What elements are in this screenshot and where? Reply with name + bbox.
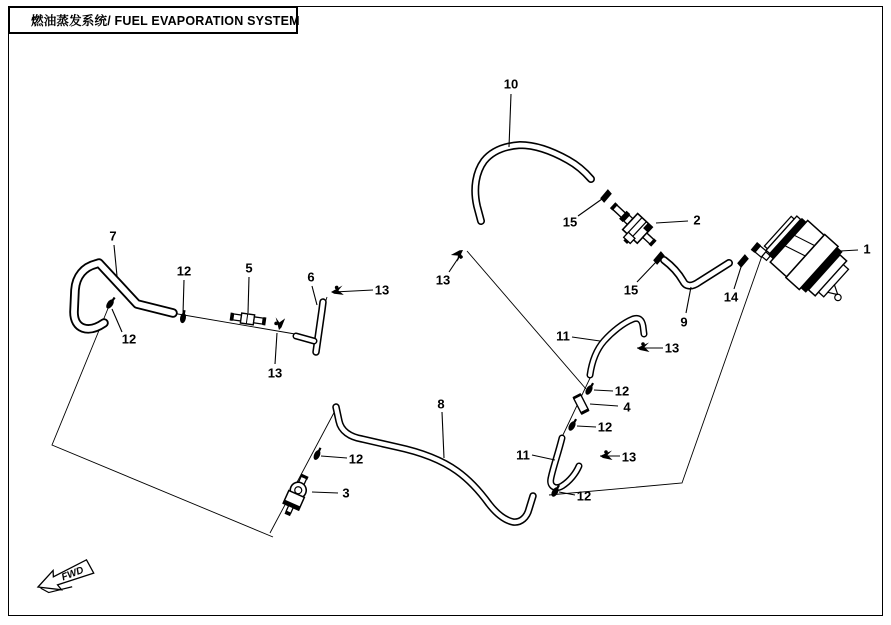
callout-12: 12 bbox=[121, 331, 137, 347]
callout-13: 13 bbox=[374, 282, 390, 298]
leader-line-13 bbox=[275, 333, 277, 364]
hose-clamp-13 bbox=[637, 342, 650, 352]
callout-13: 13 bbox=[664, 340, 680, 356]
callout-3: 3 bbox=[342, 485, 350, 501]
callout-13: 13 bbox=[267, 365, 283, 381]
canister-part-1 bbox=[751, 210, 866, 315]
callout-11: 11 bbox=[556, 328, 570, 344]
hose-11-lower bbox=[551, 438, 579, 488]
leader-line-5 bbox=[248, 277, 249, 313]
callout-12: 12 bbox=[576, 488, 592, 504]
leader-line-2 bbox=[656, 221, 688, 223]
hose-clamp-14 bbox=[737, 254, 750, 268]
hose-8 bbox=[336, 407, 533, 522]
leader-line-12 bbox=[594, 390, 613, 391]
leader-line-13 bbox=[449, 254, 461, 272]
leader-line-15 bbox=[578, 199, 602, 216]
leader-line-12 bbox=[577, 426, 596, 427]
callout-6: 6 bbox=[307, 269, 315, 285]
joint-part-4 bbox=[572, 393, 589, 415]
leader-line-13 bbox=[334, 290, 373, 292]
page-title: 燃油蒸发系统/ FUEL EVAPORATION SYSTEM bbox=[31, 14, 300, 28]
callout-8: 8 bbox=[437, 396, 445, 412]
pipe-part-6 bbox=[296, 302, 323, 352]
hose-clamp-13 bbox=[600, 450, 613, 460]
leader-line-12 bbox=[321, 456, 347, 458]
hose-10 bbox=[475, 145, 591, 221]
callout-11: 11 bbox=[516, 447, 530, 463]
leader-line-8 bbox=[442, 412, 444, 458]
reference-lines bbox=[52, 251, 763, 537]
fwd-arrow bbox=[34, 557, 95, 598]
hose-7 bbox=[74, 263, 173, 329]
leader-line-10 bbox=[509, 94, 511, 147]
hose-clamp-13 bbox=[330, 285, 343, 296]
leader-line-11 bbox=[572, 337, 600, 341]
leader-line-6 bbox=[312, 286, 317, 305]
hose-clamp-12 bbox=[312, 447, 323, 461]
leader-line-7 bbox=[114, 245, 117, 276]
callout-12: 12 bbox=[597, 419, 613, 435]
callout-9: 9 bbox=[680, 314, 688, 330]
leader-line-14 bbox=[734, 267, 741, 289]
callout-15: 15 bbox=[623, 282, 639, 298]
callout-5: 5 bbox=[245, 260, 253, 276]
callout-10: 10 bbox=[503, 76, 519, 92]
hose-clamp-12 bbox=[105, 296, 117, 310]
callout-2: 2 bbox=[693, 212, 701, 228]
callout-12: 12 bbox=[176, 263, 192, 279]
callout-1: 1 bbox=[863, 241, 871, 257]
hose-9 bbox=[664, 260, 729, 286]
leader-line-15 bbox=[637, 262, 656, 282]
callout-4: 4 bbox=[623, 399, 631, 415]
leader-line-12 bbox=[112, 309, 122, 332]
leader-line-11 bbox=[532, 455, 555, 460]
leader-line-1 bbox=[840, 250, 858, 251]
leader-line-3 bbox=[312, 492, 338, 493]
callout-layer bbox=[109, 77, 870, 504]
callout-15: 15 bbox=[562, 214, 578, 230]
hose-clamp-12 bbox=[567, 418, 579, 432]
callout-13: 13 bbox=[435, 272, 451, 288]
callout-14: 14 bbox=[723, 289, 739, 305]
leader-line-4 bbox=[590, 404, 618, 406]
hose-clamp-15 bbox=[600, 189, 613, 203]
joint-part-5 bbox=[229, 312, 266, 327]
callout-7: 7 bbox=[109, 228, 117, 244]
callout-13: 13 bbox=[621, 449, 637, 465]
callout-12: 12 bbox=[614, 383, 630, 399]
valve-part-2 bbox=[600, 197, 661, 257]
fwd-label: FWD bbox=[60, 564, 86, 584]
callout-12: 12 bbox=[348, 451, 364, 467]
leader-line-9 bbox=[686, 287, 691, 313]
leader-line-12 bbox=[183, 280, 184, 314]
valve-part-3 bbox=[279, 472, 312, 519]
hose-11-upper bbox=[590, 318, 644, 375]
hose-clamp-13 bbox=[273, 317, 285, 331]
hose-clamp-13 bbox=[451, 247, 467, 263]
